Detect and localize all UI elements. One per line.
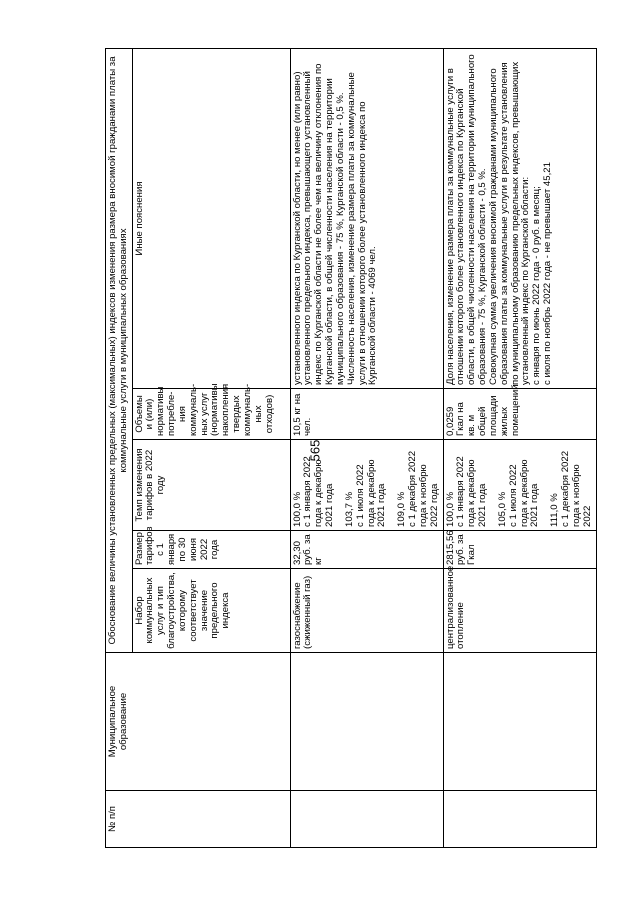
cell-rates [290,440,443,531]
cell-notes: Доля населения, изменение размера платы за коммунальные услуги в отношении которого более установленного индекса по Курганской области, в общей численности населения на территории муниципального образования - 75 %, Курганской области - 0,5 %. Совокупная сумма увеличения вносимой гражданами муниципального образования платы за коммунальные услуги в результате установления по муниципальному образованию предельных индексов, превышающих установленный индекс по Курганской области: с января по июнь 2022 года - 0 руб. в месяц; с июля по ноябрь 2022 года - не превышает 45,21 [443,49,596,389]
header-tariff-size: Размер тарифов с 1 января по 30 июня 2022 года [132,531,290,569]
header-group-title: Обоснование величины установленных предельных (максимальных) индексов изменения размера вносимой гражданами платы за коммунальные услуги в муниципальных образованиях [106,49,133,653]
page-number: 565 [307,439,323,462]
rate-item: 103,7 % с 1 июля 2022 года к декабрю 2021 года [343,459,388,527]
table-row [290,49,443,848]
rate-item: 100,0 % с 1 января 2022 года к декабрю 2021 года [444,456,489,527]
cell-rates [443,440,596,531]
header-num: № п/п [106,791,291,848]
cell-service: централизованное отопление [443,569,596,653]
cell-tariff: 32,30 руб. за кг [290,531,443,569]
rate-item: 111,0 % с 1 декабря 2022 года к ноябрю 2022 [549,450,593,527]
table-row [443,49,596,848]
cell-municipality [443,653,596,791]
cell-notes: установленного индекса по Курганской области, но менее (или равно) установленного предельного индекса, превышающего установленный индекс по Курганской области не более чем на величину отклонения по Курганской области, в общей численности населения на территории муниципального образования - 75 %, Курганской области - 0,5 %. Численность населения, изменение размера платы за коммунальные услуги в отношении которого более установленного индекса по Курганской области - 4069 чел. [290,49,443,389]
rate-item: 105,0 % с 1 июля 2022 года к декабрю 2021 года [496,459,541,527]
header-volumes: Объемы и (или) нормативы потребле-ния коммуналь-ных услуг (нормативы накопления твердых коммуналь-ных отходов) [132,389,290,440]
header-service-set: Набор коммунальных услуг и тип благоустройства, которому соответствует значение предельного индекса [132,569,290,653]
justification-table [105,48,597,848]
cell-num [290,791,443,848]
rotated-page [105,48,635,848]
cell-municipality [290,653,443,791]
header-other: Иные пояснения [132,49,290,389]
rate-item: 100,0 % с 1 января 2022 года к декабрю 2021 года [291,456,336,527]
cell-service: газоснабжение (сжиженный газ) [290,569,443,653]
header-growth-rate: Темп изменения тарифов в 2022 году [132,440,290,531]
rate-item: 109,0 % с 1 декабря 2022 года к ноябрю 2022 года [396,450,440,527]
header-municipality: Муниципальное образование [106,653,291,791]
cell-tariff: 2815,56 руб. за Гкал [443,531,596,569]
cell-volume: 10,5 кг на чел. [290,389,443,440]
cell-num [443,791,596,848]
cell-volume: 0,0259 Гкал на кв. м общей площади жилых помещений [443,389,596,440]
